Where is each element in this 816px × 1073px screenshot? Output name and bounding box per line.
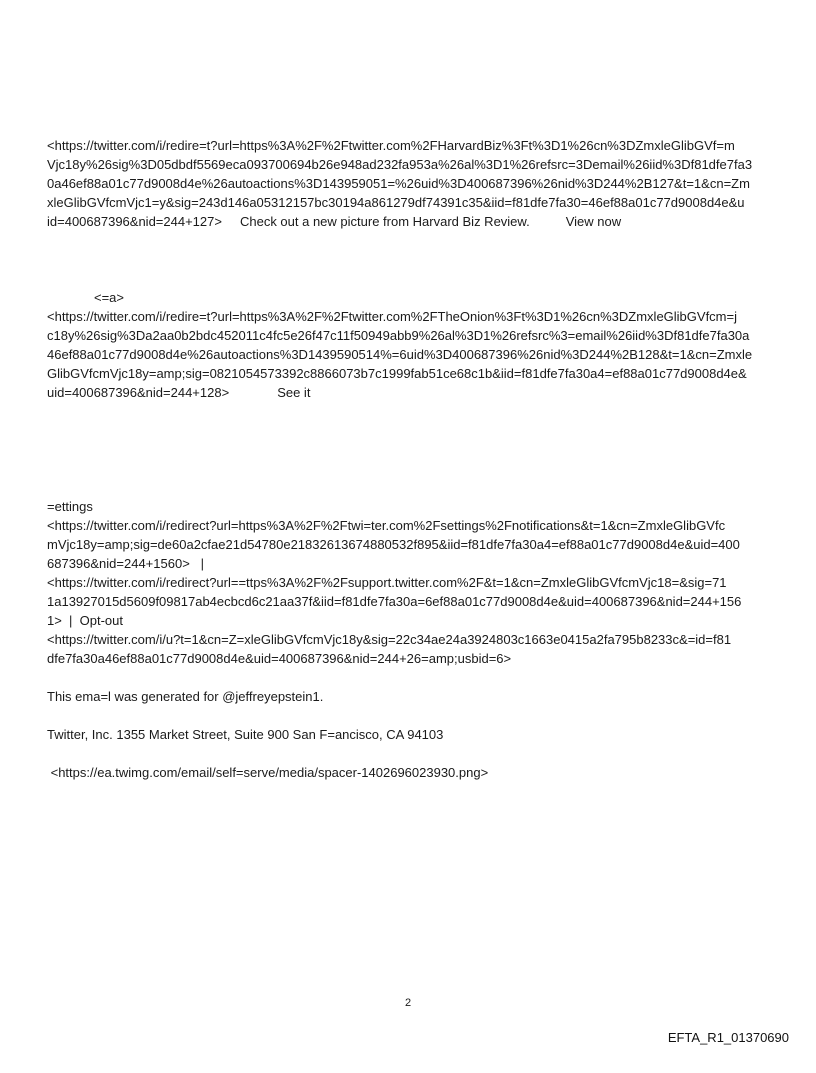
unsubscribe-link-line[interactable]: <https://twitter.com/i/u?t=1&cn=Z=xleGlibGVfcmVjc18y&sig=22c34ae24a3924803c1663e0415a2fa795b8233c&=id=f81 [47,632,732,647]
onion-link-end[interactable]: uid=400687396&nid=244+128> [47,385,230,400]
page-number: 2 [404,997,412,1009]
harvard-link-line[interactable]: Vjc18y%26sig%3D05dbdf5569eca093700694b26e948ad232fa953a%26al%3D1%26refsrc=3Demail%26iid%3Df81dfe7fa3 [47,157,753,172]
settings-block [47,497,775,668]
onion-link-line[interactable]: GlibGVfcmVjc18y=amp;sig=0821054573392c8866073b7c1999fab51ce68c1b&iid=f81dfe7fa30a4=ef88a01c77d9008d4e& [47,366,747,381]
harvard-message: Check out a new picture from Harvard Biz Review. [239,214,530,229]
onion-link-line[interactable]: <https://twitter.com/i/redire=t?url=https%3A%2F%2Ftwitter.com%2FTheOnion%3Ft%3D1%26cn%3DZmxleGlibGVfcm=j [47,309,737,324]
onion-link-line[interactable]: 46ef88a01c77d9008d4e%26autoactions%3D1439590514%=6uid%3D400687396%26nid%3D244%2B128&t=1&cn=Zmxle [47,347,753,362]
settings-link-line[interactable]: <https://twitter.com/i/redirect?url=https%3A%2F%2Ftwi=ter.com%2Fsettings%2Fnotifications&t=1&cn=ZmxleGlibGVfc [47,518,726,533]
bates-number: EFTA_R1_01370690 [667,1030,789,1045]
email-body [47,136,775,782]
harvard-biz-block [47,136,775,231]
anchor-prefix: <=a> [94,290,125,305]
generated-for-notice: This ema=l was generated for @jeffreyepstein1. [47,689,324,704]
onion-block [47,288,775,402]
settings-link-line[interactable]: 687396&nid=244+1560> | [47,556,204,571]
onion-last-line [47,383,775,402]
onion-link-line[interactable]: c18y%26sig%3Da2aa0b2bdc452011c4fc5e26f47c11f50949abb9%26al%3D1%26refsrc%3=email%26iid%3Df81dfe7fa30a [47,328,750,343]
settings-label: =ettings [47,499,93,514]
harvard-link-line[interactable]: 0a46ef88a01c77d9008d4e%26autoactions%3D143959051=%26uid%3D400687396%26nid%3D244%2B127&t=1&cn=Zm [47,176,750,191]
unsubscribe-link-line[interactable]: dfe7fa30a46ef88a01c77d9008d4e&uid=400687396&nid=244+26=amp;usbid=6> [47,651,512,666]
harvard-link-end[interactable]: id=400687396&nid=244+127> [47,214,222,229]
spacer-image-link[interactable]: <https://ea.twimg.com/email/self=serve/media/spacer-1402696023930.png> [47,765,489,780]
support-link-line[interactable]: <https://twitter.com/i/redirect?url==ttps%3A%2F%2Fsupport.twitter.com%2F&t=1&cn=ZmxleGlibGVfcmVjc18=&sig=71 [47,575,727,590]
harvard-link-line[interactable]: <https://twitter.com/i/redire=t?url=https%3A%2F%2Ftwitter.com%2FHarvardBiz%3Ft%3D1%26cn%3DZmxleGlibGVf=m [47,138,735,153]
harvard-last-line [47,212,775,231]
see-it-link[interactable]: See it [277,385,311,400]
harvard-link-line[interactable]: xleGlibGVfcmVjc1=y&sig=243d146a05312157bc30194a861279df74391c35&iid=f81dfe7fa30=46ef88a01c77d9008d4e&u [47,195,745,210]
support-link-line[interactable]: 1a13927015d5609f09817ab4ecbcd6c21aa37f&iid=f81dfe7fa30a=6ef88a01c77d9008d4e&uid=400687396&nid=244+156 [47,594,742,609]
view-now-link[interactable]: View now [565,214,622,229]
company-address: Twitter, Inc. 1355 Market Street, Suite 900 San F=ancisco, CA 94103 [47,727,444,742]
opt-out-link[interactable]: 1> | Opt-out [47,613,124,628]
settings-link-line[interactable]: mVjc18y=amp;sig=de60a2cfae21d54780e21832613674880532f895&iid=f81dfe7fa30a4=ef88a01c77d9008d4e&uid=400 [47,537,740,552]
